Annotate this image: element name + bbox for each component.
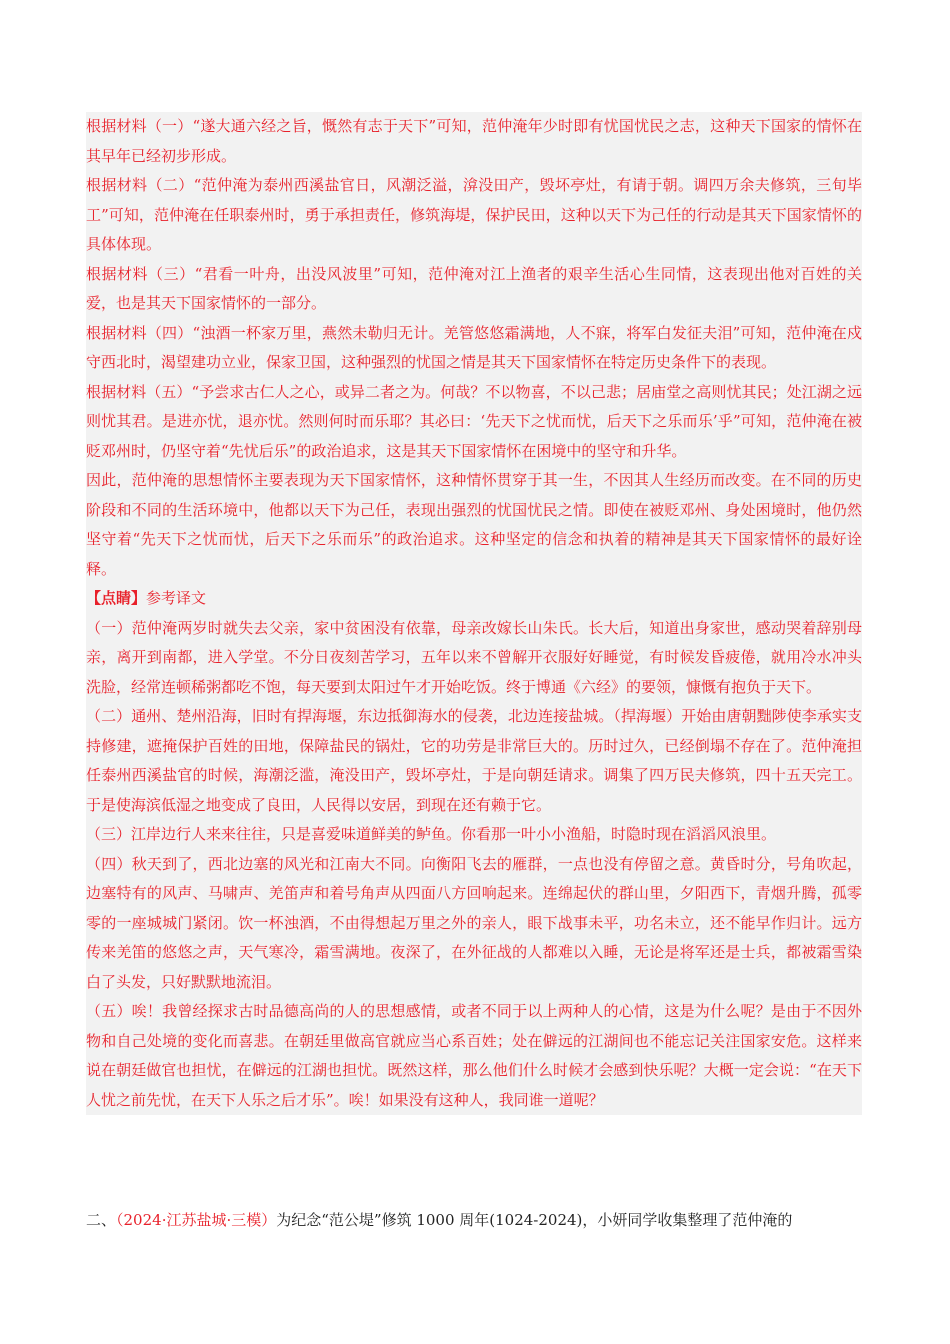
analysis-paragraph-5: 根据材料（五）“予尝求古仁人之心，或异二者之为。何哉？不以物喜，不以己悲；居庙堂之高则忧其民；处江湖之远则忧其君。是进亦忧，退亦忧。然则何时而乐耶？其必曰：‘先天下之忧而忧，后天下之乐而乐’乎”可知，范仲淹在被贬邓州时，仍坚守着“先忧后乐”的政治追求，这是其天下国家情怀在困境中的坚守和升华。 bbox=[86, 382, 862, 460]
question-text: 为纪念“范公堤”修筑 1000 周年(1024-2024)，小妍同学收集整理了范仲淹的 bbox=[276, 1211, 793, 1229]
translation-4: （四）秋天到了，西北边塞的风光和江南大不同。向衡阳飞去的雁群，一点也没有停留之意。黄昏时分，号角吹起，边塞特有的风声、马啸声、羌笛声和着号角声从四面八方回响起来。连绵起伏的群山里，夕阳西下，青烟升腾，孤零零的一座城城门紧闭。饮一杯浊酒，不由得想起万里之外的亲人，眼下战事未平，功名未立，还不能早作归计。远方传来羌笛的悠悠之声，天气寒冷，霜雪满地。夜深了，在外征战的人都难以入睡，无论是将军还是士兵，都被霜雪染白了头发，只好默默地流泪。 bbox=[86, 854, 862, 991]
translation-2: （二）通州、楚州沿海，旧时有捍海堰，东边抵御海水的侵袭，北边连接盐城。（捍海堰）开始由唐朝黜陟使李承实支持修建，遮掩保护百姓的田地，保障盐民的锅灶，它的功劳是非常巨大的。历时过久，已经倒塌不存在了。范仲淹担任泰州西溪盐官的时候，海潮泛滥，淹没田产，毁坏亭灶，于是向朝廷请求。调集了四万民夫修筑，四十五天完工。于是使海滨低湿之地变成了良田，人民得以安居，到现在还有赖于它。 bbox=[86, 707, 862, 814]
analysis-paragraph-2: 根据材料（二）“范仲淹为泰州西溪盐官日，风潮泛溢，渰没田产，毁坏亭灶，有请于朝。调四万余夫修筑，三旬毕工”可知，范仲淹在任职泰州时，勇于承担责任，修筑海堤，保护民田，这种以天下为己任的行动是其天下国家情怀的具体体现。 bbox=[86, 176, 862, 253]
tip-label: 参考译文 bbox=[146, 589, 207, 607]
analysis-paragraph-4: 根据材料（四）“浊酒一杯家万里，燕然未勒归无计。羌管悠悠霜满地，人不寐，将军白发征夫泪”可知，范仲淹在戍守西北时，渴望建功立业，保家卫国，这种强烈的忧国之情是其天下国家情怀在特定历史条件下的表现。 bbox=[86, 323, 862, 371]
answer-block bbox=[86, 112, 862, 1115]
analysis-paragraph-3: 根据材料（三）“君看一叶舟，出没风波里”可知，范仲淹对江上渔者的艰辛生活心生同情，这表现出他对百姓的关爱，也是其天下国家情怀的一部分。 bbox=[86, 264, 862, 312]
question-source: （2024·江苏盐城·三模） bbox=[116, 1211, 277, 1229]
translation-3: （三）江岸边行人来来往往，只是喜爱味道鲜美的鲈鱼。你看那一叶小小渔船，时隐时现在滔滔风浪里。 bbox=[86, 825, 777, 843]
question-2 bbox=[86, 1206, 876, 1236]
analysis-paragraph-1: 根据材料（一）“遂大通六经之旨，慨然有志于天下”可知，范仲淹年少时即有忧国忧民之志，这种天下国家的情怀在其早年已经初步形成。 bbox=[86, 117, 862, 165]
tip-tag: 【点睛】 bbox=[86, 589, 147, 607]
tip-heading bbox=[86, 584, 862, 614]
translation-5: （五）唉！我曾经探求古时品德高尚的人的思想感情，或者不同于以上两种人的心情，这是为什么呢？是由于不因外物和自己处境的变化而喜悲。在朝廷里做高官就应当心系百姓；处在僻远的江湖间也不能忘记关注国家安危。这样来说在朝廷做官也担忧，在僻远的江湖也担忧。既然这样，那么他们什么时候才会感到快乐呢？大概一定会说：“在天下人忧之前先忧，在天下人乐之后才乐”。唉！如果没有这种人，我同谁一道呢？ bbox=[86, 1002, 862, 1109]
translation-1: （一）范仲淹两岁时就失去父亲，家中贫困没有依靠，母亲改嫁长山朱氏。长大后，知道出身家世，感动哭着辞别母亲，离开到南都，进入学堂。不分日夜刻苦学习，五年以来不曾解开衣服好好睡觉，有时候发昏疲倦，就用冷水冲头洗脸，经常连顿稀粥都吃不饱，每天要到太阳过午才开始吃饭。终于博通《六经》的要领，慷慨有抱负于天下。 bbox=[86, 618, 862, 696]
question-number: 二、 bbox=[86, 1211, 117, 1229]
analysis-conclusion: 因此，范仲淹的思想情怀主要表现为天下国家情怀，这种情怀贯穿于其一生，不因其人生经历而改变。在不同的历史阶段和不同的生活环境中，他都以天下为己任，表现出强烈的忧国忧民之情。即使在被贬邓州、身处困境时，他仍然坚守着“先天下之忧而忧，后天下之乐而乐”的政治追求。这种坚定的信念和执着的精神是其天下国家情怀的最好诠释。 bbox=[86, 471, 862, 578]
